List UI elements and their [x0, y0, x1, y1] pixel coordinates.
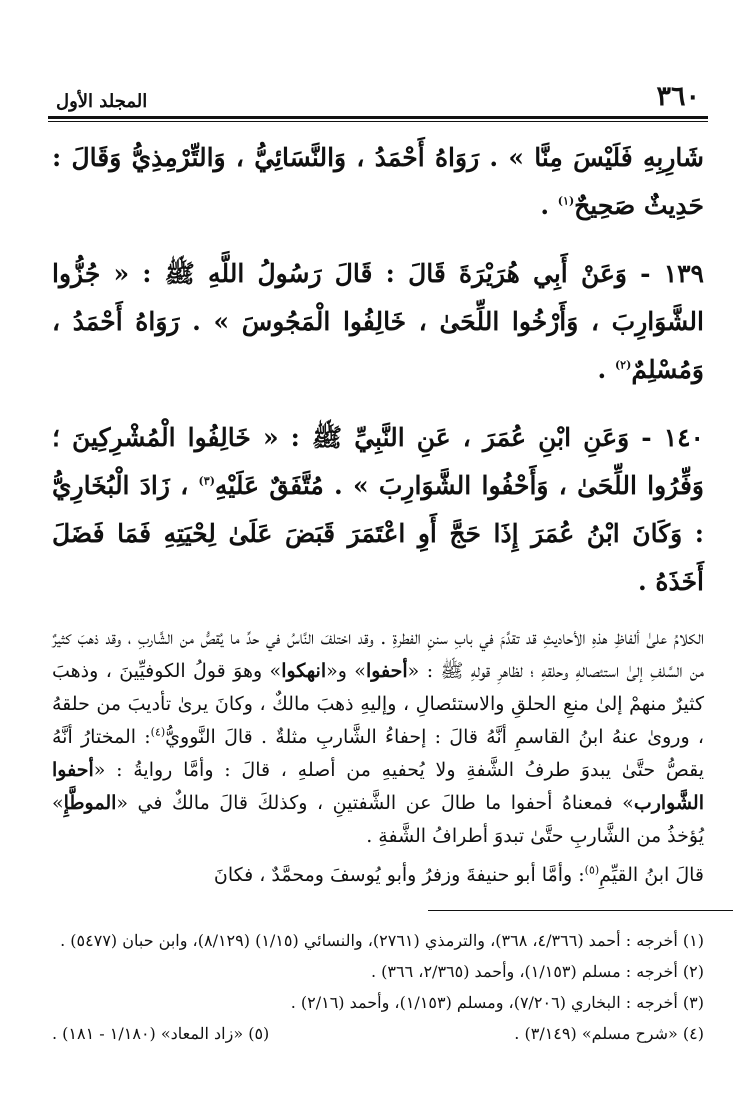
footnote-2: (٢) أخرجه : مسلم (١/١٥٣)، وأحمد (٢/٣٦٥، ٣٦٦) . [371, 962, 704, 981]
hadith-paragraph: شَارِبِهِ فَلَيْسَ مِنَّا » . رَوَاهُ أَحْمَدُ ، وَالنَّسَائِيُّ ، وَالتِّرْمِذِيُّ وَقَالَ : حَدِيثٌ صَحِيحٌ$^{(١)}$ . [52, 143, 704, 220]
header-rule [48, 116, 708, 119]
footnote-ref[interactable]: (١) [557, 194, 575, 208]
footnote-row [52, 1018, 704, 1049]
footnote-ref[interactable]: (٣) [198, 474, 215, 488]
commentary-paragraph: الكلامُ علىٰ ألفاظِ هذهِ الأحاديثِ قد تقدَّمَ في بابِ سننِ الفطرةِ . وقد اختلفَ النَّاسُ في حدِّ ما يُقصُّ من الشَّاربِ ، وقد ذهبَ كثيرٌ من السَّلفِ إلىٰ استئصالهِ وحلقهِ ؛ لظاهرِ قولهِ ﷺ : «أحفوا» و«انهكوا» وهوَ قولُ الكوفيِّينَ ، وذهبَ كثيرٌ منهمْ إلىٰ منعِ الحلقِ والاستئصالِ ، وإليهِ ذهبَ مالكٌ ، وكانَ يرىٰ تأديبَ من حلقهُ ، وروىٰ عنهُ ابنُ القاسمِ أنَّهُ قالَ : إحفاءُ الشَّاربِ مثلةٌ . قالَ النَّوويُّ$^{(٤)}$: المختارُ أنَّهُ يقصُّ حتَّىٰ يبدوَ طرفُ الشَّفةِ ولا يُحفيهِ من أصلهِ ، قالَ : وأمَّا روايةُ : «أحفوا الشَّوارب» فمعناهُ أحفوا ما طالَ عن الشَّفتينِ ، وكذلكَ قالَ مالكٌ في «الموطَّإِ» يُؤخذُ من الشَّاربِ حتَّىٰ تبدوَ أطرافُ الشَّفةِ . [52, 627, 704, 847]
commentary-paragraph-2: قالَ ابنُ القيِّمِ$^{(٥)}$: وأمَّا أبو حنيفةَ وزفرُ وأبو يُوسفَ ومحمَّدٌ ، فكانَ [213, 863, 704, 886]
page-header [48, 60, 708, 112]
volume-title: المجلد الأول [56, 91, 148, 112]
footnotes [48, 925, 708, 1049]
footnote-1: (١) أخرجه : أحمد (٤/٣٦٦، ٣٦٨)، والترمذي (٢٧٦١)، والنسائي (١/١٥) (٨/١٢٩)، وابن حبان (٥٤٧٧) . [60, 931, 704, 950]
footnote-ref[interactable]: (٤) [150, 725, 166, 739]
hadith-140: ١٤٠ - وَعَنِ ابْنِ عُمَرَ ، عَنِ النَّبِيِّ ﷺ : « خَالِفُوا الْمُشْرِكِينَ ؛ وَفِّرُوا اللِّحَىٰ ، وَأَحْفُوا الشَّوَارِبَ » . مُتَّفَقٌ عَلَيْهِ$^{(٣)}$ ، زَادَ الْبُخَارِيُّ : وَكَانَ ابْنُ عُمَرَ إِذَا حَجَّ أَوِ اعْتَمَرَ قَبَضَ عَلَىٰ لِحْيَتِهِ فَمَا فَضَلَ أَخَذَهُ . [52, 423, 705, 596]
hadith-139: ١٣٩ - وَعَنْ أَبِي هُرَيْرَةَ قَالَ : قَالَ رَسُولُ اللَّهِ ﷺ : « جُزُّوا الشَّوَارِبَ ، وَأَرْخُوا اللِّحَىٰ ، خَالِفُوا الْمَجُوسَ » . رَوَاهُ أَحْمَدُ ، وَمُسْلِمٌ$^{(٢)}$ . [52, 259, 704, 384]
footnote-3: (٣) أخرجه : البخاري (٧/٢٠٦)، ومسلم (١/١٥٣)، وأحمد (٢/١٦) . [290, 993, 704, 1012]
footnote-ref[interactable]: (٢) [614, 358, 632, 372]
footnote-rule [428, 910, 733, 911]
footnote-ref[interactable]: (٥) [584, 863, 600, 877]
book-page [48, 60, 708, 1049]
footnote-5: (٥) «زاد المعاد» (١/١٨٠ - ١٨١) . [52, 1024, 270, 1043]
page-number: ٣٦٠ [656, 81, 700, 112]
footnote-4: (٤) «شرح مسلم» (٣/١٤٩) . [514, 1024, 704, 1043]
